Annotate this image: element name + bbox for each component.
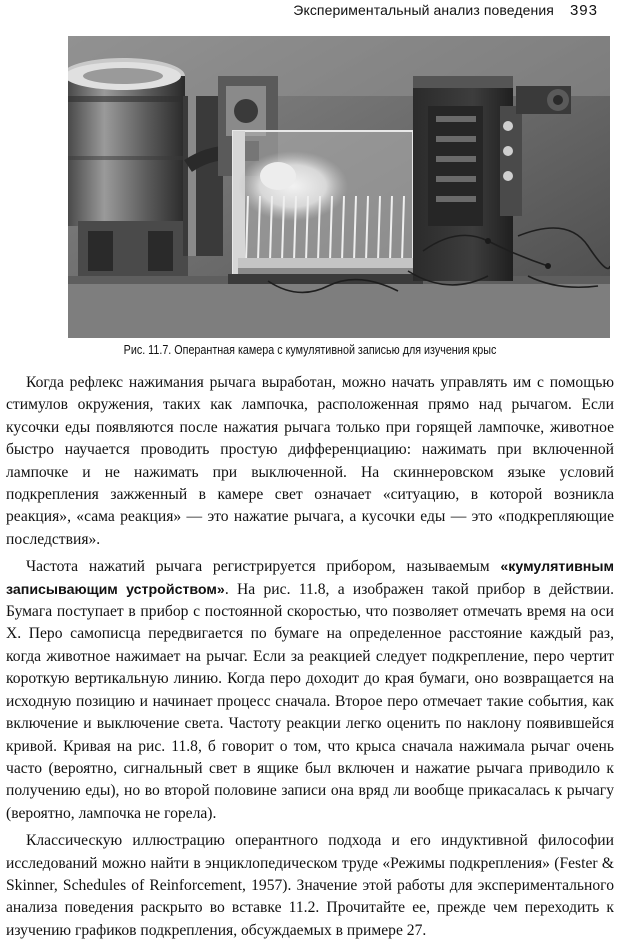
paragraph-2-rest: . На рис. 11.8, а изображен такой прибор в действии. Бумага поступает в прибор с постоянной скоростью, что позволяет отмечать время на оси X. Перо самописца передвигается по бумаге на определенное расстояние каждый раз, когда животное нажимает на рычаг. Если за реакцией следует подкрепление, перо чертит короткую вертикальную линию. Когда перо доходит до края бумаги, оно возвращается на исходную позицию и начинает процесс сначала. Второе перо отмечает такие события, как включение и выключение света. Частоту реакции легко оценить по наклону появившейся кривой. Кривая на рис. 11.8, б говорит о том, что крыса сначала нажимала рычаг очень часто (вероятно, сигнальный свет в ящике был включен и нажатие рычага приводило к получению еды), но во второй половине записи она вряд ли вообще прикасалась к рычагу (вероятно, лампочка не горела).	[6, 580, 614, 822]
paragraph-3: Классическую иллюстрацию оперантного подхода и его индуктивной философии исследований можно найти в энциклопедическом труде «Режимы подкрепления» (Fester & Skinner, Schedules of Reinforcement, 1957). Значение этой работы для экспериментального анализа поведения раскрыто во вставке 11.2. Прочитайте ее, прежде чем переходить к изучению графиков подкрепления, обсуждаемых в примере 27.	[6, 832, 614, 939]
running-head	[293, 0, 598, 22]
paragraph-1: Когда рефлекс нажимания рычага выработан, можно начать управлять им с помощью стимулов окружения, таких как лампочка, расположенная прямо над рычагом. Если кусочки еды появляются после нажатия рычага только при горящей лампочке, животное быстро научается проводить простую дифференциацию: нажимать при включенной лампочке и не нажимать при выключенной. На скиннеровском языке условий подкрепления зажженный в камере свет означает «ситуацию, в которой возникла реакция», «сама реакция» — это нажатие рычага, а кусочки еды — это «подкрепляющие последствия».	[6, 374, 614, 548]
paragraph-2-start: Частота нажатий рычага регистрируется прибором, называемым	[26, 558, 501, 576]
term-cumulative-recorder: «кумулятивным записывающим устройством»	[6, 559, 614, 598]
figure-caption: Рис. 11.7. Оперантная камера с кумулятивной записью для изучения крыс	[123, 343, 497, 357]
page-number: 393	[569, 2, 598, 19]
running-title: Экспериментальный анализ поведения	[293, 2, 554, 18]
operant-chamber-photo	[68, 36, 610, 338]
paragraph-2	[6, 556, 614, 825]
body-text	[6, 372, 614, 947]
figure-photo	[68, 36, 610, 338]
